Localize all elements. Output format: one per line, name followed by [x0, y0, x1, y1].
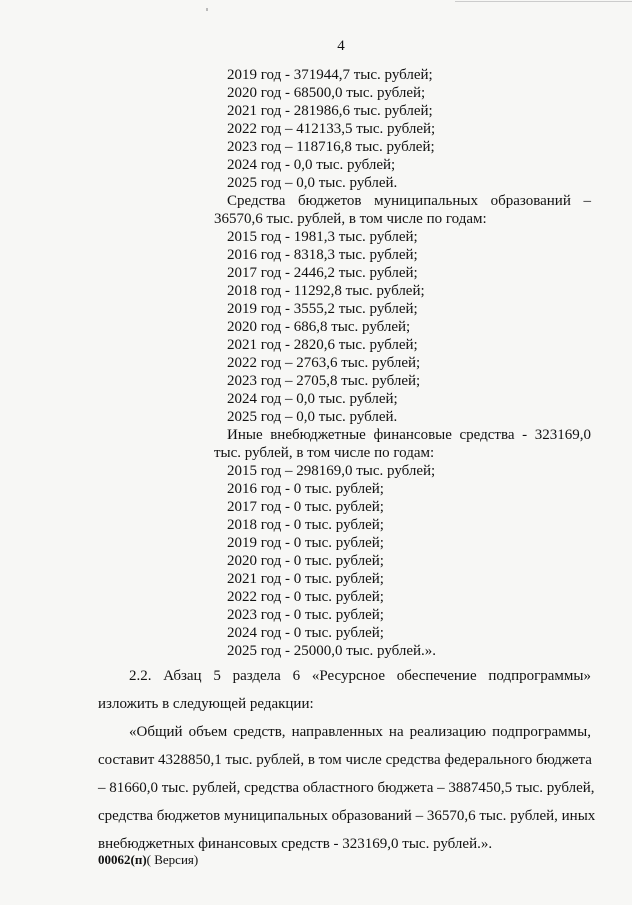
page-number: 4 — [337, 38, 345, 54]
year-line: 2023 год – 2705,8 тыс. рублей; — [227, 373, 421, 389]
year-line: 2020 год - 686,8 тыс. рублей; — [227, 319, 411, 335]
year-line: 2016 год - 8318,3 тыс. рублей; — [227, 247, 418, 263]
year-line: 2022 год – 412133,5 тыс. рублей; — [227, 121, 436, 137]
quote-line: внебюджетных финансовых средств - 323169,0 тыс. рублей.». — [98, 836, 493, 852]
year-line: 2021 год - 2820,6 тыс. рублей; — [227, 337, 418, 353]
year-line: 2021 год - 281986,6 тыс. рублей; — [227, 103, 433, 119]
year-line: 2019 год - 371944,7 тыс. рублей; — [227, 67, 433, 83]
quote-line: – 81660,0 тыс. рублей, средства областного бюджета – 3887450,5 тыс. рублей, — [98, 780, 595, 796]
year-line: 2023 год – 118716,8 тыс. рублей; — [227, 139, 435, 155]
amendment-line: изложить в следующей редакции: — [98, 696, 314, 712]
year-line: 2017 год - 2446,2 тыс. рублей; — [227, 265, 418, 281]
year-line: 2019 год - 3555,2 тыс. рублей; — [227, 301, 418, 317]
year-line: 2016 год - 0 тыс. рублей; — [227, 481, 384, 497]
document-code-number: 00062(п) — [98, 852, 147, 867]
amendment-line: 2.2. Абзац 5 раздела 6 «Ресурсное обеспечение подпрограммы» — [129, 668, 591, 684]
year-line: 2017 год - 0 тыс. рублей; — [227, 499, 384, 515]
year-line: 2015 год – 298169,0 тыс. рублей; — [227, 463, 436, 479]
year-line: 2018 год - 11292,8 тыс. рублей; — [227, 283, 425, 299]
year-line: 2025 год – 0,0 тыс. рублей. — [227, 409, 398, 425]
document-code-version: ( Версия) — [146, 852, 199, 867]
year-line: 2025 год – 0,0 тыс. рублей. — [227, 175, 398, 191]
year-line: 2021 год - 0 тыс. рублей; — [227, 571, 384, 587]
scan-line-top-right — [455, 1, 632, 2]
year-line: 2025 год - 25000,0 тыс. рублей.». — [227, 643, 437, 659]
quote-line: «Общий объем средств, направленных на реализацию подпрограммы, — [129, 724, 591, 740]
year-line: 2024 год - 0,0 тыс. рублей; — [227, 157, 396, 173]
extrabudgetary-heading-cont: тыс. рублей, в том числе по годам: — [214, 445, 435, 461]
year-line: 2023 год - 0 тыс. рублей; — [227, 607, 384, 623]
year-line: 2024 год - 0 тыс. рублей; — [227, 625, 384, 641]
year-line: 2022 год - 0 тыс. рублей; — [227, 589, 384, 605]
year-line: 2018 год - 0 тыс. рублей; — [227, 517, 384, 533]
quote-line: средства бюджетов муниципальных образований – 36570,6 тыс. рублей, иных — [98, 808, 596, 824]
municipal-heading: Средства бюджетов муниципальных образований – — [227, 193, 591, 209]
year-line: 2020 год - 68500,0 тыс. рублей; — [227, 85, 426, 101]
year-line: 2022 год – 2763,6 тыс. рублей; — [227, 355, 421, 371]
year-line: 2015 год - 1981,3 тыс. рублей; — [227, 229, 418, 245]
year-line: 2024 год – 0,0 тыс. рублей; — [227, 391, 398, 407]
quote-line: составит 4328850,1 тыс. рублей, в том числе средства федерального бюджета — [98, 752, 592, 768]
year-line: 2020 год - 0 тыс. рублей; — [227, 553, 384, 569]
scan-mark-top — [206, 8, 208, 11]
year-line: 2019 год - 0 тыс. рублей; — [227, 535, 384, 551]
municipal-heading-cont: 36570,6 тыс. рублей, в том числе по годам: — [214, 211, 487, 227]
document-code — [98, 852, 198, 868]
extrabudgetary-heading: Иные внебюджетные финансовые средства - 323169,0 — [227, 427, 591, 443]
